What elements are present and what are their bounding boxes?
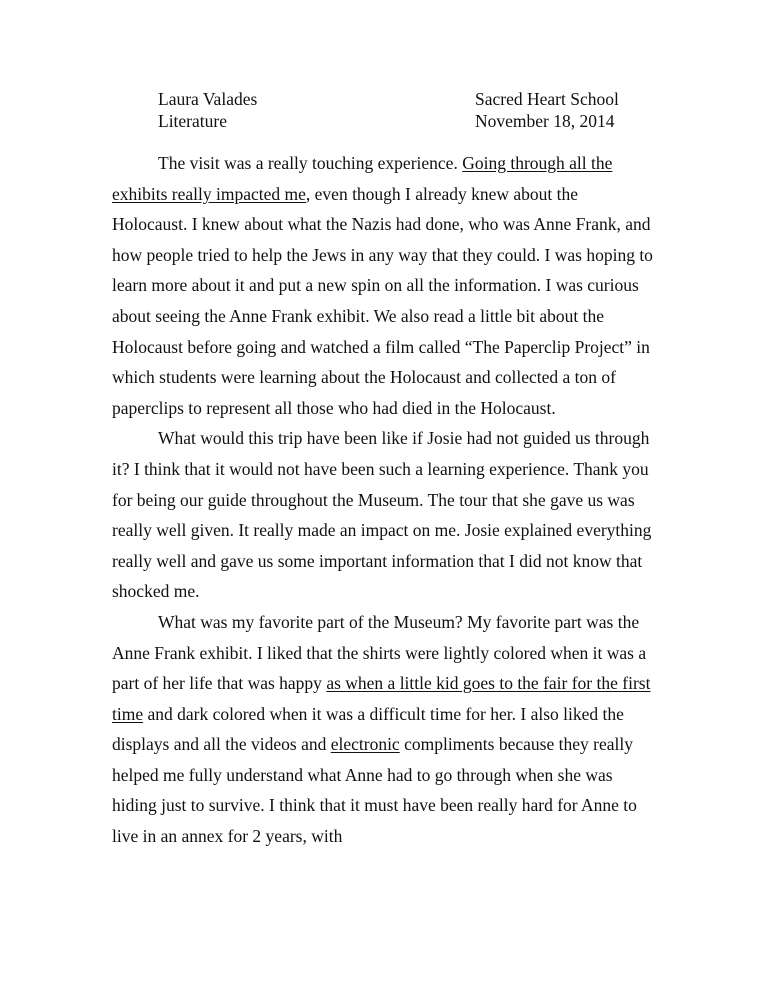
author-name: Laura Valades — [158, 89, 258, 109]
p3-seg-3: and dark colored when it was a difficult time for her. I also liked the displays and all the videos and — [112, 703, 624, 755]
subject: Literature — [158, 111, 227, 131]
p3-underline-2: electronic — [330, 734, 400, 755]
essay-body — [112, 148, 657, 852]
p1-seg-3: , even though I already knew about the Holocaust. I knew about what the Nazis had done, who was Anne Frank, and how people tried to help the Jews in any way that they could. I was hoping to learn more about it and put a new spin on all the information. I was curious about seeing the Anne Frank exhibit. We also read a little bit about the Holocaust before going and watched a film called “The Paperclip Project” in which students were learning about the Holocaust and collected a ton of paperclips to represent all those who had died in the Holocaust. — [112, 183, 653, 418]
document-header — [158, 88, 638, 132]
header-row-2 — [158, 110, 638, 132]
p3-underline-1: as when a little kid goes to the fair for the first time — [112, 673, 651, 724]
p1-underline-1: Going through all the exhibits really impacted me — [112, 153, 613, 204]
p3-seg-1: What was my favorite part of the Museum? My favorite part was the Anne Frank exhibit. I liked that the shirts were lightly colored when it was a part of her life that was happy — [112, 611, 647, 694]
paragraph-1 — [112, 148, 657, 423]
p1-seg-1: The visit was a really touching experience. — [158, 153, 463, 173]
p3-seg-5: compliments because they really helped me fully understand what Anne had to go through when she was hiding just to survive. I think that it must have been really hard for Anne to live in an annex for 2 years, with — [112, 734, 637, 847]
header-row-1 — [158, 88, 638, 110]
date: November 18, 2014 — [475, 111, 615, 131]
paragraph-2 — [112, 423, 657, 607]
p2-seg-1: What would this trip have been like if Josie had not guided us through it? I think that it would not have been such a learning experience. Thank you for being our guide throughout the Museum. The tour that she gave us was really well given. It really made an impact on me. Josie explained everything really well and gave us some important information that I did not know that shocked me. — [112, 428, 652, 602]
school-name: Sacred Heart School — [475, 89, 619, 109]
paragraph-3 — [112, 607, 657, 852]
